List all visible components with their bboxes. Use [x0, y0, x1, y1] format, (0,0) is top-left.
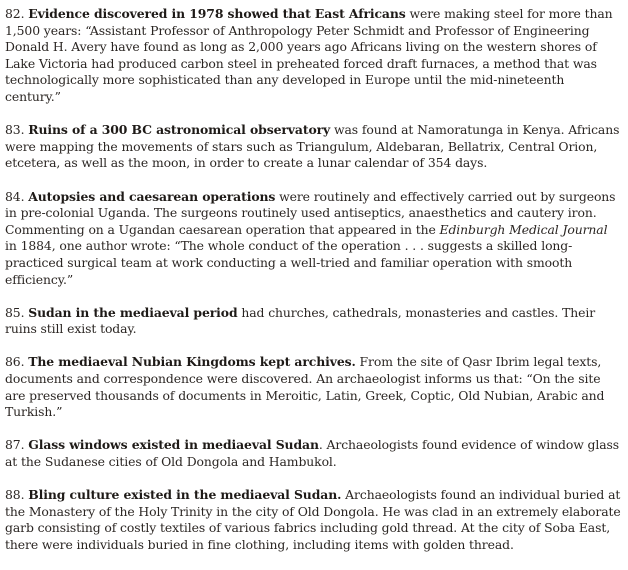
- entry-88: [5, 487, 621, 553]
- entry-heading: Evidence discovered in 1978 showed that East Africans: [28, 6, 406, 21]
- entry-text-continued: in 1884, one author wrote: “The whole conduct of the operation . . . suggests a skilled long-practiced surgical team at work conducting a well-tried and familiar operation with smooth efficiency.”: [5, 238, 573, 287]
- entry-text: had churches, cathedrals, monasteries and castles. Their ruins still exist today.: [5, 304, 596, 337]
- document-body: [5, 6, 621, 570]
- entry-heading: Bling culture existed in the mediaeval Sudan.: [28, 487, 342, 503]
- entry-number: 82.: [5, 6, 25, 21]
- entry-number: 84.: [5, 188, 25, 204]
- entry-82: [5, 6, 621, 106]
- entry-83: [5, 122, 621, 172]
- entry-heading: The mediaeval Nubian Kingdoms kept archives.: [28, 354, 356, 370]
- entry-text: were routinely and effectively carried out by surgeons in pre-colonial Uganda. The surgeons routinely used antiseptics, anaesthetics and cautery iron. Commenting on a Ugandan caesarean operation that appeared in the: [5, 188, 616, 237]
- entry-text: From the site of Qasr Ibrim legal texts, documents and correspondence were discovered. An archaeologist informs us that: “On the site are preserved thousands of documents in Meroitic, Latin, Greek, Coptic, Old Nubian, Arabic and Turkish.”: [5, 354, 605, 420]
- entry-number: 86.: [5, 354, 25, 370]
- entry-84: [5, 189, 621, 289]
- entry-86: [5, 354, 621, 420]
- entry-heading: Ruins of a 300 BC astronomical observatory: [28, 122, 331, 138]
- entry-text: were making steel for more than 1,500 years: “Assistant Professor of Anthropology Peter Schmidt and Professor of Engineering Donald H. Avery have found as long as 2,000 years ago Africans living on the western shores of Lake Victoria had produced carbon steel in preheated forced draft furnaces, a method that was technologically more sophisticated than any developed in Europe until the mid-nineteenth century.”: [5, 6, 613, 104]
- entry-heading: Autopsies and caesarean operations: [28, 188, 276, 204]
- entry-heading: Sudan in the mediaeval period: [28, 304, 238, 320]
- entry-number: 88.: [5, 487, 25, 503]
- entry-text: Archaeologists found an individual buried at the Monastery of the Holy Trinity in the city of Old Dongola. He was clad in an extremely elaborate garb consisting of costly textiles of various fabrics including gold thread. At the city of Soba East, there were individuals buried in fine clothing, including items with golden thread.: [5, 487, 621, 552]
- entry-text: . Archaeologists found evidence of window glass at the Sudanese cities of Old Dongola and Hambukol.: [5, 437, 620, 470]
- entry-number: 87.: [5, 437, 25, 453]
- entry-85: [5, 305, 621, 338]
- entry-87: [5, 437, 621, 470]
- journal-title: Edinburgh Medical Journal: [439, 221, 608, 237]
- entry-text: was found at Namoratunga in Kenya. Africans were mapping the movements of stars such as Triangulum, Aldebaran, Bellatrix, Central Orion, etcetera, as well as the moon, in order to create a lunar calendar of 354 days.: [5, 122, 620, 171]
- entry-heading: Glass windows existed in mediaeval Sudan: [28, 437, 319, 453]
- entry-number: 85.: [5, 304, 25, 320]
- entry-number: 83.: [5, 122, 25, 138]
